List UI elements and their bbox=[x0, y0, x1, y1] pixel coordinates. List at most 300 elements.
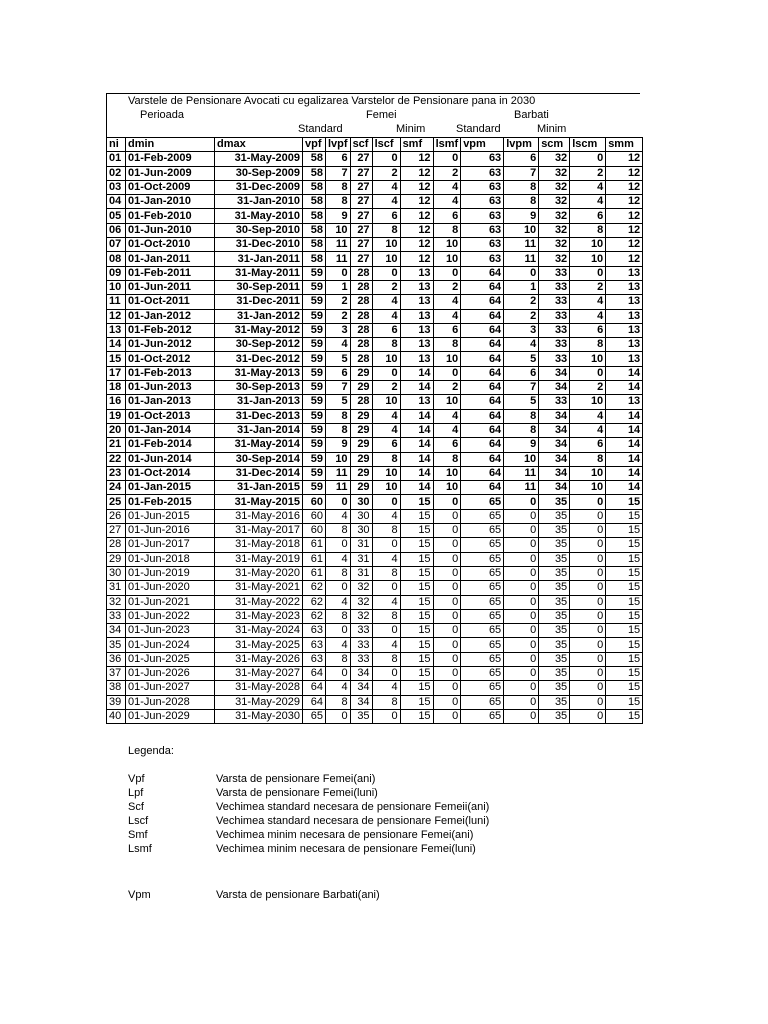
table-cell-smm: 15 bbox=[606, 624, 643, 638]
table-cell-dmax: 31-Jan-2010 bbox=[215, 195, 303, 209]
table-cell-lvpf: 5 bbox=[326, 395, 351, 409]
table-cell-vpm: 65 bbox=[461, 709, 504, 723]
table-cell-vpm: 65 bbox=[461, 538, 504, 552]
table-cell-lscm: 0 bbox=[570, 695, 606, 709]
table-cell-lsmf: 10 bbox=[433, 252, 461, 266]
table-cell-dmax: 31-May-2016 bbox=[215, 509, 303, 523]
table-cell-scm: 32 bbox=[539, 152, 570, 166]
table-cell-ni: 34 bbox=[107, 624, 126, 638]
table-cell-lvpf: 7 bbox=[326, 166, 351, 180]
table-cell-lvpm: 7 bbox=[504, 381, 539, 395]
table-cell-lvpf: 0 bbox=[326, 581, 351, 595]
table-cell-lsmf: 10 bbox=[433, 481, 461, 495]
table-cell-smf: 14 bbox=[400, 466, 433, 480]
table-cell-ni: 29 bbox=[107, 552, 126, 566]
table-cell-ni: 19 bbox=[107, 409, 126, 423]
table-cell-vpm: 65 bbox=[461, 652, 504, 666]
table-cell-vpf: 60 bbox=[303, 524, 326, 538]
column-header-dmax: dmax bbox=[215, 138, 303, 152]
table-cell-vpf: 58 bbox=[303, 209, 326, 223]
table-cell-smf: 15 bbox=[400, 695, 433, 709]
table-cell-dmin: 01-Oct-2010 bbox=[126, 238, 215, 252]
table-cell-vpm: 64 bbox=[461, 409, 504, 423]
table-cell-dmin: 01-Feb-2010 bbox=[126, 209, 215, 223]
table-cell-vpf: 59 bbox=[303, 280, 326, 294]
table-cell-scm: 34 bbox=[539, 438, 570, 452]
table-cell-smm: 13 bbox=[606, 280, 643, 294]
table-cell-smm: 13 bbox=[606, 395, 643, 409]
table-cell-smm: 15 bbox=[606, 524, 643, 538]
table-cell-ni: 01 bbox=[107, 152, 126, 166]
table-cell-vpm: 65 bbox=[461, 595, 504, 609]
table-row bbox=[107, 666, 643, 680]
table-cell-lvpf: 4 bbox=[326, 595, 351, 609]
table-cell-lvpm: 4 bbox=[504, 338, 539, 352]
table-cell-scf: 30 bbox=[350, 495, 372, 509]
table-cell-dmin: 01-Jun-2021 bbox=[126, 595, 215, 609]
table-cell-ni: 14 bbox=[107, 338, 126, 352]
table-cell-vpm: 65 bbox=[461, 552, 504, 566]
table-cell-lscm: 2 bbox=[570, 280, 606, 294]
table-cell-scm: 35 bbox=[539, 524, 570, 538]
legend-key: Lpf bbox=[128, 787, 144, 799]
table-cell-lvpf: 8 bbox=[326, 609, 351, 623]
table-cell-dmin: 01-Jun-2020 bbox=[126, 581, 215, 595]
table-cell-dmax: 31-Dec-2012 bbox=[215, 352, 303, 366]
table-cell-dmax: 31-Dec-2009 bbox=[215, 180, 303, 194]
table-cell-scm: 32 bbox=[539, 223, 570, 237]
table-cell-dmin: 01-Jun-2015 bbox=[126, 509, 215, 523]
table-cell-smf: 12 bbox=[400, 152, 433, 166]
header-minim-barbati: Minim bbox=[537, 123, 567, 135]
table-cell-lscm: 0 bbox=[570, 538, 606, 552]
table-cell-lscf: 0 bbox=[372, 366, 400, 380]
table-row bbox=[107, 552, 643, 566]
table-cell-smm: 15 bbox=[606, 552, 643, 566]
table-cell-vpf: 59 bbox=[303, 295, 326, 309]
table-cell-lsmf: 0 bbox=[433, 652, 461, 666]
table-cell-scm: 35 bbox=[539, 666, 570, 680]
table-cell-ni: 16 bbox=[107, 395, 126, 409]
table-cell-smm: 12 bbox=[606, 152, 643, 166]
table-cell-dmin: 01-Jun-2017 bbox=[126, 538, 215, 552]
table-cell-dmin: 01-Jan-2010 bbox=[126, 195, 215, 209]
table-row bbox=[107, 566, 643, 580]
table-cell-ni: 30 bbox=[107, 566, 126, 580]
table-cell-lvpf: 0 bbox=[326, 624, 351, 638]
table-cell-lscf: 2 bbox=[372, 166, 400, 180]
table-row bbox=[107, 395, 643, 409]
table-cell-lvpm: 0 bbox=[504, 266, 539, 280]
table-cell-vpm: 63 bbox=[461, 166, 504, 180]
table-cell-lscf: 4 bbox=[372, 309, 400, 323]
table-cell-smm: 14 bbox=[606, 452, 643, 466]
table-header-row bbox=[107, 138, 643, 152]
table-cell-lsmf: 6 bbox=[433, 323, 461, 337]
table-cell-smf: 15 bbox=[400, 681, 433, 695]
table-cell-vpm: 64 bbox=[461, 452, 504, 466]
table-cell-vpm: 64 bbox=[461, 438, 504, 452]
header-minim-femei: Minim bbox=[396, 123, 426, 135]
table-row bbox=[107, 438, 643, 452]
table-cell-dmin: 01-Feb-2015 bbox=[126, 495, 215, 509]
table-cell-scm: 33 bbox=[539, 266, 570, 280]
table-cell-dmin: 01-Oct-2009 bbox=[126, 180, 215, 194]
table-cell-vpm: 64 bbox=[461, 338, 504, 352]
table-cell-lscf: 4 bbox=[372, 595, 400, 609]
table-cell-vpf: 63 bbox=[303, 638, 326, 652]
table-cell-lvpf: 0 bbox=[326, 709, 351, 723]
table-cell-vpm: 63 bbox=[461, 223, 504, 237]
table-cell-dmax: 31-May-2019 bbox=[215, 552, 303, 566]
table-cell-lscm: 2 bbox=[570, 381, 606, 395]
table-cell-smf: 12 bbox=[400, 180, 433, 194]
table-row bbox=[107, 280, 643, 294]
table-cell-smm: 15 bbox=[606, 695, 643, 709]
table-cell-dmin: 01-Jun-2014 bbox=[126, 452, 215, 466]
table-cell-vpf: 59 bbox=[303, 338, 326, 352]
table-cell-lscm: 6 bbox=[570, 438, 606, 452]
table-cell-smm: 12 bbox=[606, 238, 643, 252]
table-cell-lscm: 10 bbox=[570, 481, 606, 495]
table-cell-lscm: 0 bbox=[570, 709, 606, 723]
column-header-dmin: dmin bbox=[126, 138, 215, 152]
table-cell-smf: 15 bbox=[400, 624, 433, 638]
table-cell-dmax: 31-May-2026 bbox=[215, 652, 303, 666]
table-cell-smm: 15 bbox=[606, 538, 643, 552]
table-cell-lsmf: 0 bbox=[433, 266, 461, 280]
table-cell-lvpf: 2 bbox=[326, 295, 351, 309]
table-cell-lscm: 0 bbox=[570, 609, 606, 623]
table-cell-ni: 20 bbox=[107, 423, 126, 437]
table-cell-dmax: 31-May-2029 bbox=[215, 695, 303, 709]
table-row bbox=[107, 509, 643, 523]
legend-key: Scf bbox=[128, 801, 144, 813]
table-cell-dmax: 31-Jan-2015 bbox=[215, 481, 303, 495]
table-cell-lscf: 10 bbox=[372, 238, 400, 252]
table-cell-lscm: 0 bbox=[570, 495, 606, 509]
table-cell-smf: 14 bbox=[400, 481, 433, 495]
table-cell-scm: 32 bbox=[539, 238, 570, 252]
table-cell-lvpf: 4 bbox=[326, 681, 351, 695]
table-cell-lvpf: 8 bbox=[326, 423, 351, 437]
column-header-lsmf: lsmf bbox=[433, 138, 461, 152]
table-cell-scm: 35 bbox=[539, 652, 570, 666]
column-header-lscf: lscf bbox=[372, 138, 400, 152]
table-cell-vpm: 65 bbox=[461, 524, 504, 538]
table-cell-vpm: 63 bbox=[461, 252, 504, 266]
table-cell-lsmf: 0 bbox=[433, 509, 461, 523]
legend-key: Lscf bbox=[128, 815, 149, 827]
table-row bbox=[107, 309, 643, 323]
table-cell-lscm: 0 bbox=[570, 509, 606, 523]
table-cell-scf: 33 bbox=[350, 638, 372, 652]
table-cell-vpm: 64 bbox=[461, 381, 504, 395]
table-cell-lvpm: 10 bbox=[504, 223, 539, 237]
table-cell-ni: 04 bbox=[107, 195, 126, 209]
table-cell-scf: 28 bbox=[350, 280, 372, 294]
table-cell-ni: 36 bbox=[107, 652, 126, 666]
table-cell-scm: 35 bbox=[539, 609, 570, 623]
table-cell-vpf: 59 bbox=[303, 266, 326, 280]
table-cell-dmin: 01-Jun-2024 bbox=[126, 638, 215, 652]
table-cell-lscm: 6 bbox=[570, 209, 606, 223]
table-cell-lvpf: 8 bbox=[326, 180, 351, 194]
table-cell-dmax: 31-May-2015 bbox=[215, 495, 303, 509]
table-cell-lsmf: 0 bbox=[433, 524, 461, 538]
table-row bbox=[107, 352, 643, 366]
table-cell-dmax: 31-May-2030 bbox=[215, 709, 303, 723]
table-cell-smm: 13 bbox=[606, 338, 643, 352]
table-cell-smf: 12 bbox=[400, 209, 433, 223]
table-row bbox=[107, 495, 643, 509]
table-cell-dmax: 31-Dec-2013 bbox=[215, 409, 303, 423]
table-cell-vpf: 58 bbox=[303, 166, 326, 180]
table-cell-vpf: 58 bbox=[303, 195, 326, 209]
table-cell-vpm: 65 bbox=[461, 495, 504, 509]
table-cell-lscf: 0 bbox=[372, 581, 400, 595]
table-row bbox=[107, 695, 643, 709]
table-cell-vpm: 65 bbox=[461, 681, 504, 695]
table-cell-dmax: 30-Sep-2012 bbox=[215, 338, 303, 352]
table-cell-lscf: 0 bbox=[372, 266, 400, 280]
table-cell-ni: 13 bbox=[107, 323, 126, 337]
table-cell-lvpm: 0 bbox=[504, 552, 539, 566]
table-cell-dmax: 31-May-2023 bbox=[215, 609, 303, 623]
table-cell-lvpm: 8 bbox=[504, 409, 539, 423]
table-cell-lscm: 0 bbox=[570, 652, 606, 666]
table-cell-smf: 12 bbox=[400, 195, 433, 209]
table-cell-dmax: 31-May-2020 bbox=[215, 566, 303, 580]
table-cell-lsmf: 0 bbox=[433, 566, 461, 580]
table-cell-lscf: 2 bbox=[372, 280, 400, 294]
table-row bbox=[107, 323, 643, 337]
table-cell-dmin: 01-Jun-2010 bbox=[126, 223, 215, 237]
table-cell-scf: 31 bbox=[350, 538, 372, 552]
table-cell-scf: 33 bbox=[350, 652, 372, 666]
table-cell-dmax: 31-May-2025 bbox=[215, 638, 303, 652]
table-cell-scf: 28 bbox=[350, 309, 372, 323]
table-cell-vpm: 63 bbox=[461, 152, 504, 166]
table-cell-lscf: 4 bbox=[372, 681, 400, 695]
table-cell-smf: 13 bbox=[400, 295, 433, 309]
table-cell-dmin: 01-Feb-2013 bbox=[126, 366, 215, 380]
table-cell-dmax: 31-Dec-2011 bbox=[215, 295, 303, 309]
table-cell-lscm: 6 bbox=[570, 323, 606, 337]
table-cell-vpf: 63 bbox=[303, 652, 326, 666]
table-cell-scm: 34 bbox=[539, 452, 570, 466]
table-cell-ni: 05 bbox=[107, 209, 126, 223]
legend-description: Vechimea minim necesara de pensionare Femei(ani) bbox=[216, 829, 474, 841]
table-cell-vpm: 64 bbox=[461, 366, 504, 380]
table-cell-lscf: 6 bbox=[372, 209, 400, 223]
table-cell-lsmf: 10 bbox=[433, 466, 461, 480]
table-cell-lvpm: 11 bbox=[504, 466, 539, 480]
table-cell-ni: 15 bbox=[107, 352, 126, 366]
table-row bbox=[107, 166, 643, 180]
table-row bbox=[107, 524, 643, 538]
table-cell-scm: 34 bbox=[539, 409, 570, 423]
table-cell-smm: 13 bbox=[606, 309, 643, 323]
table-cell-ni: 38 bbox=[107, 681, 126, 695]
table-cell-scm: 33 bbox=[539, 352, 570, 366]
table-cell-dmin: 01-Feb-2009 bbox=[126, 152, 215, 166]
table-cell-scf: 28 bbox=[350, 338, 372, 352]
table-cell-smf: 15 bbox=[400, 566, 433, 580]
table-cell-ni: 07 bbox=[107, 238, 126, 252]
table-cell-lvpf: 2 bbox=[326, 309, 351, 323]
table-cell-lscf: 8 bbox=[372, 223, 400, 237]
table-cell-lvpf: 8 bbox=[326, 566, 351, 580]
table-cell-vpm: 65 bbox=[461, 666, 504, 680]
table-cell-scf: 31 bbox=[350, 552, 372, 566]
table-cell-lscf: 10 bbox=[372, 395, 400, 409]
table-cell-lsmf: 4 bbox=[433, 195, 461, 209]
table-cell-lscm: 10 bbox=[570, 252, 606, 266]
table-cell-scf: 29 bbox=[350, 438, 372, 452]
table-cell-scm: 33 bbox=[539, 280, 570, 294]
table-row bbox=[107, 409, 643, 423]
table-cell-scm: 35 bbox=[539, 638, 570, 652]
table-cell-dmin: 01-Jun-2027 bbox=[126, 681, 215, 695]
table-cell-ni: 06 bbox=[107, 223, 126, 237]
table-cell-lvpm: 11 bbox=[504, 481, 539, 495]
table-cell-vpm: 63 bbox=[461, 209, 504, 223]
table-cell-dmin: 01-Jun-2026 bbox=[126, 666, 215, 680]
legend-key: Vpf bbox=[128, 773, 145, 785]
table-cell-dmin: 01-Feb-2011 bbox=[126, 266, 215, 280]
table-row bbox=[107, 538, 643, 552]
table-row bbox=[107, 209, 643, 223]
table-cell-lscf: 10 bbox=[372, 352, 400, 366]
legend-title: Legenda: bbox=[128, 745, 174, 757]
table-cell-lvpf: 10 bbox=[326, 223, 351, 237]
table-cell-smm: 15 bbox=[606, 566, 643, 580]
table-cell-vpm: 64 bbox=[461, 309, 504, 323]
table-cell-smf: 15 bbox=[400, 552, 433, 566]
table-cell-lvpm: 6 bbox=[504, 366, 539, 380]
table-cell-lvpm: 9 bbox=[504, 438, 539, 452]
table-cell-smf: 13 bbox=[400, 395, 433, 409]
table-cell-lscf: 4 bbox=[372, 509, 400, 523]
table-cell-ni: 31 bbox=[107, 581, 126, 595]
table-cell-scm: 35 bbox=[539, 566, 570, 580]
table-cell-lscm: 10 bbox=[570, 352, 606, 366]
legend-description: Varsta de pensionare Femei(ani) bbox=[216, 773, 376, 785]
table-row bbox=[107, 423, 643, 437]
table-cell-scm: 34 bbox=[539, 381, 570, 395]
table-cell-lvpm: 0 bbox=[504, 666, 539, 680]
header-barbati: Barbati bbox=[514, 109, 549, 121]
table-cell-lsmf: 0 bbox=[433, 552, 461, 566]
table-row bbox=[107, 338, 643, 352]
table-cell-lsmf: 8 bbox=[433, 338, 461, 352]
table-cell-vpf: 64 bbox=[303, 681, 326, 695]
table-cell-lsmf: 10 bbox=[433, 238, 461, 252]
table-cell-smf: 12 bbox=[400, 238, 433, 252]
table-cell-ni: 35 bbox=[107, 638, 126, 652]
table-cell-scf: 29 bbox=[350, 366, 372, 380]
table-cell-scm: 32 bbox=[539, 209, 570, 223]
table-cell-smf: 15 bbox=[400, 538, 433, 552]
table-cell-dmin: 01-Oct-2013 bbox=[126, 409, 215, 423]
column-header-vpf: vpf bbox=[303, 138, 326, 152]
table-cell-dmin: 01-Feb-2012 bbox=[126, 323, 215, 337]
table-cell-ni: 32 bbox=[107, 595, 126, 609]
table-cell-smf: 13 bbox=[400, 280, 433, 294]
table-cell-lscm: 0 bbox=[570, 581, 606, 595]
table-cell-lscm: 0 bbox=[570, 666, 606, 680]
table-cell-vpm: 64 bbox=[461, 466, 504, 480]
table-cell-smf: 15 bbox=[400, 638, 433, 652]
table-row bbox=[107, 466, 643, 480]
table-cell-smm: 15 bbox=[606, 595, 643, 609]
column-header-vpm: vpm bbox=[461, 138, 504, 152]
table-cell-scm: 35 bbox=[539, 581, 570, 595]
table-cell-vpm: 63 bbox=[461, 195, 504, 209]
table-cell-lscm: 4 bbox=[570, 309, 606, 323]
table-cell-ni: 11 bbox=[107, 295, 126, 309]
table-cell-lscf: 0 bbox=[372, 624, 400, 638]
table-cell-vpm: 65 bbox=[461, 624, 504, 638]
table-cell-smf: 13 bbox=[400, 352, 433, 366]
table-cell-lvpm: 9 bbox=[504, 209, 539, 223]
table-cell-vpf: 59 bbox=[303, 409, 326, 423]
table-cell-lscf: 0 bbox=[372, 709, 400, 723]
table-cell-lsmf: 0 bbox=[433, 666, 461, 680]
column-header-smf: smf bbox=[400, 138, 433, 152]
table-cell-lvpm: 7 bbox=[504, 166, 539, 180]
table-cell-lvpf: 4 bbox=[326, 638, 351, 652]
table-cell-smm: 12 bbox=[606, 252, 643, 266]
table-cell-lvpf: 11 bbox=[326, 481, 351, 495]
table-cell-lsmf: 0 bbox=[433, 709, 461, 723]
table-cell-scf: 34 bbox=[350, 681, 372, 695]
table-cell-vpm: 63 bbox=[461, 238, 504, 252]
table-cell-scf: 27 bbox=[350, 180, 372, 194]
table-cell-vpm: 64 bbox=[461, 295, 504, 309]
table-cell-dmax: 30-Sep-2014 bbox=[215, 452, 303, 466]
table-cell-scf: 29 bbox=[350, 381, 372, 395]
pension-table bbox=[106, 137, 643, 724]
table-row bbox=[107, 252, 643, 266]
table-cell-lscm: 2 bbox=[570, 166, 606, 180]
table-cell-lscm: 0 bbox=[570, 566, 606, 580]
table-cell-vpf: 59 bbox=[303, 481, 326, 495]
table-cell-lscf: 8 bbox=[372, 609, 400, 623]
table-cell-lvpf: 0 bbox=[326, 666, 351, 680]
table-cell-scf: 29 bbox=[350, 481, 372, 495]
table-cell-lsmf: 0 bbox=[433, 366, 461, 380]
table-cell-smf: 15 bbox=[400, 509, 433, 523]
table-cell-smm: 13 bbox=[606, 352, 643, 366]
table-cell-dmax: 30-Sep-2011 bbox=[215, 280, 303, 294]
table-cell-lvpf: 9 bbox=[326, 438, 351, 452]
table-cell-smm: 13 bbox=[606, 295, 643, 309]
table-cell-scm: 32 bbox=[539, 166, 570, 180]
table-cell-lvpf: 10 bbox=[326, 452, 351, 466]
table-cell-scf: 28 bbox=[350, 352, 372, 366]
table-cell-vpm: 65 bbox=[461, 566, 504, 580]
table-cell-lscm: 0 bbox=[570, 624, 606, 638]
table-cell-smf: 15 bbox=[400, 666, 433, 680]
table-cell-dmax: 31-Jan-2012 bbox=[215, 309, 303, 323]
table-cell-dmax: 31-May-2028 bbox=[215, 681, 303, 695]
table-cell-smm: 14 bbox=[606, 481, 643, 495]
table-cell-vpm: 64 bbox=[461, 280, 504, 294]
table-row bbox=[107, 595, 643, 609]
table-cell-ni: 25 bbox=[107, 495, 126, 509]
